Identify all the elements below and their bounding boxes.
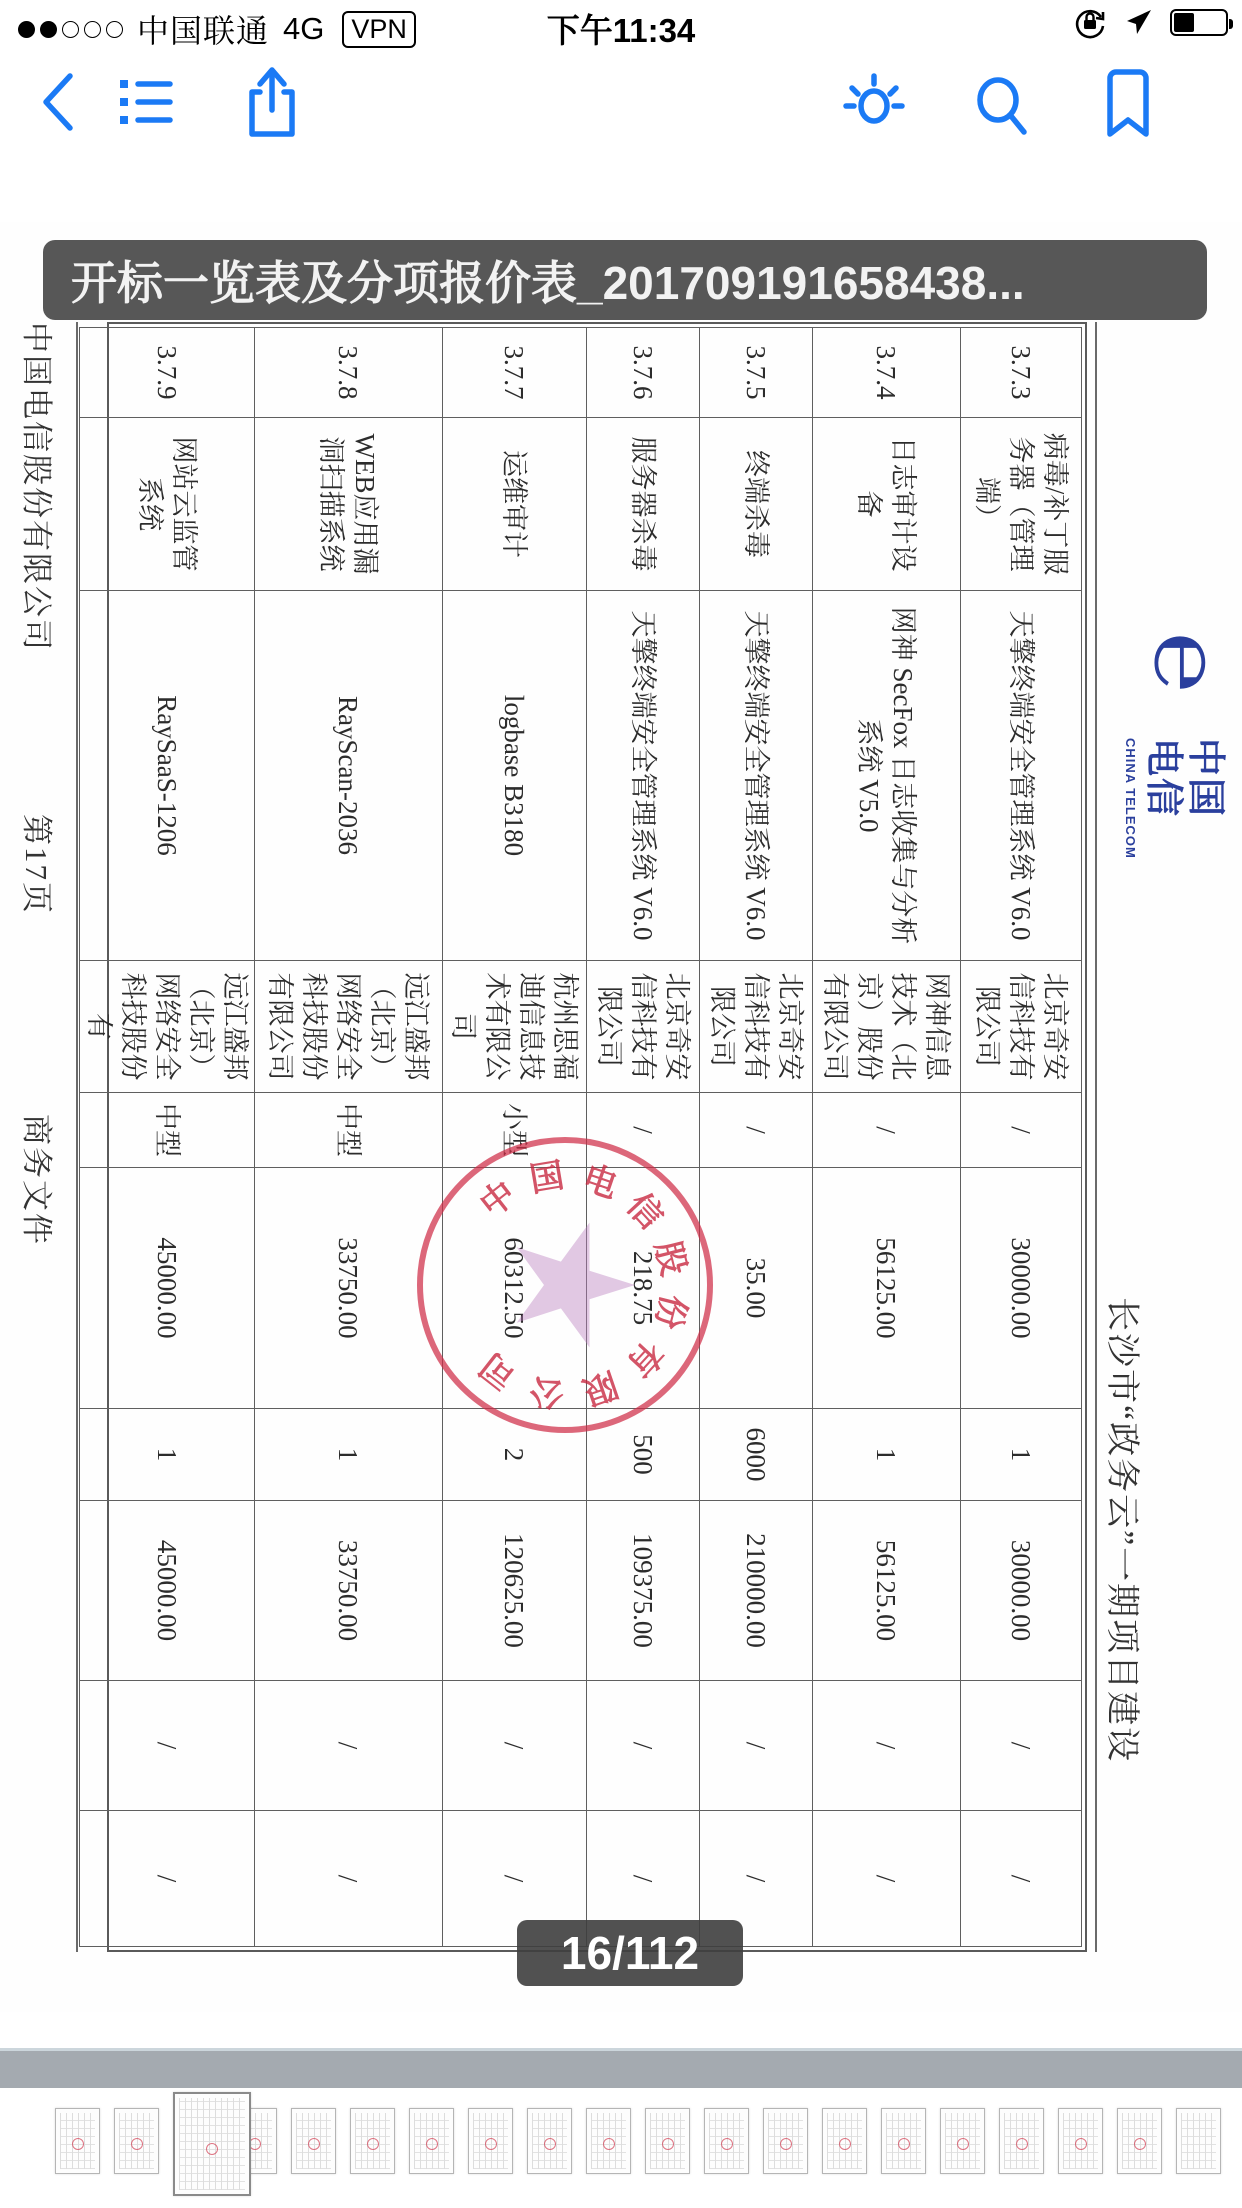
header-rule [1095,322,1097,1952]
table-cell: / [587,1811,700,1947]
table-cell: 3.7.5 [700,328,813,418]
table-cell: 45000.00 [80,1168,255,1409]
network-type-label: 4G [283,11,325,46]
logo-cn-label: 中国电信 [1142,738,1226,819]
rotated-page-content [0,222,1242,2012]
seal-ring-char: 中 [473,1174,524,1225]
thumbnail-stamp-mark [308,2138,320,2150]
thumbnail-stamp-mark [603,2138,615,2150]
table-cell: 远江盛邦（北京）网络安全科技股份有 [80,961,255,1093]
thumbnail-stamp-mark [426,2138,438,2150]
thumbnail-page[interactable] [1117,2108,1162,2174]
table-cell: WEB应用漏洞扫描系统 [255,418,443,591]
page-indicator-badge [517,1920,743,1986]
table-cell: 1 [961,1409,1082,1501]
thumbnail-page[interactable] [409,2108,454,2174]
document-title: 开标一览表及分项报价表_201709191658438... [71,257,1025,309]
logo-en-label: CHINA TELECOM [1123,738,1138,859]
thumbnail-page[interactable] [645,2108,690,2174]
bottom-divider [0,2048,1242,2088]
bid-table [84,322,1087,1952]
thumbnail-stamp-mark [1075,2138,1087,2150]
table-cell: 北京奇安信科技有限公司 [587,961,700,1093]
brightness-button[interactable] [842,64,906,140]
table-cell: 3.7.7 [443,328,587,418]
table-cell: 北京奇安信科技有限公司 [700,961,813,1093]
table-cell: 服务器杀毒 [587,418,700,591]
table-row [443,328,587,1947]
thumbnail-page[interactable] [55,2108,100,2174]
thumbnail-stamp-mark [72,2138,84,2150]
table-cell: 3.7.4 [813,328,961,418]
table-cell: 3.7.9 [80,328,255,418]
clock-label: 下午11:34 [546,12,696,49]
thumbnail-stamp-mark [485,2138,497,2150]
thumbnail-stamp-mark [131,2138,143,2150]
thumbnail-stamp-mark [1134,2138,1146,2150]
thumbnail-table-preview [1181,2113,1216,2169]
table-cell: 中型 [255,1093,443,1168]
table-cell: 天擎终端安全管理系统 V6.0 [587,591,700,961]
table-cell: / [961,1681,1082,1811]
table-cell: 109375.00 [587,1501,700,1681]
thumbnail-stamp-mark [1016,2138,1028,2150]
table-cell: 120625.00 [443,1501,587,1681]
table-cell: 病毒/补丁服务器（管理端） [961,418,1082,591]
seal-ring-char: 有 [619,1333,670,1384]
table-cell: / [80,1681,255,1811]
table-cell: 56125.00 [813,1168,961,1409]
thumbnail-page[interactable] [999,2108,1044,2174]
table-cell: 网神 SecFox 日志收集与分析系统 V5.0 [813,591,961,961]
table-cell: 1 [813,1409,961,1501]
footer-doc-type: 商务文件 [19,1114,54,1246]
table-cell: 1 [255,1409,443,1501]
thumbnail-stamp-mark [780,2138,792,2150]
page-indicator-label: 16/112 [560,1927,700,1979]
table-cell: / [255,1811,443,1947]
table-cell: RaySaaS-1206 [80,591,255,961]
thumbnail-stamp-mark [957,2138,969,2150]
table-cell: / [961,1811,1082,1947]
thumbnail-page[interactable] [1058,2108,1103,2174]
table-cell: 2 [443,1409,587,1501]
search-button[interactable] [968,64,1032,140]
toolbar [0,56,1242,148]
table-cell: 中型 [80,1093,255,1168]
table-cell: 网站云监管系统 [80,418,255,591]
thumbnail-page[interactable] [822,2108,867,2174]
thumbnail-current-page[interactable] [173,2092,251,2196]
footer-page-number: 第17页 [19,814,54,915]
table-cell: 小型 [443,1093,587,1168]
table-cell: 35.00 [700,1168,813,1409]
thumbnail-page[interactable] [940,2108,985,2174]
thumbnail-page[interactable] [763,2108,808,2174]
thumbnail-page[interactable] [350,2108,395,2174]
seal-ring-char: 股 [647,1237,692,1280]
table-cell: 60312.50 [443,1168,587,1409]
footer-company: 中国电信股份有限公司 [19,322,54,652]
back-button[interactable] [28,64,92,140]
vpn-badge: VPN [342,11,416,48]
seal-ring-char: 份 [647,1290,692,1333]
page-thumbnail-strip[interactable] [0,2088,1242,2208]
thumbnail-stamp-mark [898,2138,910,2150]
share-button[interactable] [240,64,304,140]
location-icon [1124,7,1154,37]
table-cell: 500 [587,1409,700,1501]
table-cell: 210000.00 [700,1501,813,1681]
bookmark-button[interactable] [1096,64,1160,140]
footer-rule [76,322,78,1952]
table-cell: 日志审计设备 [813,418,961,591]
thumbnail-page[interactable] [704,2108,749,2174]
table-cell: 远江盛邦（北京）网络安全科技股份有限公司 [255,961,443,1093]
table-cell: 30000.00 [961,1501,1082,1681]
table-cell: 3.7.6 [587,328,700,418]
table-cell: / [961,1093,1082,1168]
table-cell: 1 [80,1409,255,1501]
table-cell: 56125.00 [813,1501,961,1681]
table-cell: 北京奇安信科技有限公司 [961,961,1082,1093]
thumbnail-stamp-mark [721,2138,733,2150]
thumbnail-page[interactable] [527,2108,572,2174]
table-cell: / [700,1811,813,1947]
battery-icon [1170,9,1228,36]
thumbnail-stamp-mark [662,2138,674,2150]
table-row [80,328,255,1947]
table-cell: 终端杀毒 [700,418,813,591]
table-cell: / [443,1681,587,1811]
thumbnail-page[interactable] [114,2108,159,2174]
rotation-lock-icon [1072,4,1108,40]
table-cell: 33750.00 [255,1501,443,1681]
table-row [961,328,1082,1947]
thumbnail-page[interactable] [881,2108,926,2174]
table-cell: 30000.00 [961,1168,1082,1409]
table-row [813,328,961,1947]
table-cell: / [587,1681,700,1811]
seal-ring-char: 限 [577,1364,623,1411]
outline-list-button[interactable] [112,64,176,140]
seal-ring-char: 信 [619,1186,670,1237]
table-cell: 218.75 [587,1168,700,1409]
table-cell: RayScan-2036 [255,591,443,961]
thumbnail-page[interactable] [468,2108,513,2174]
project-title: 长沙市“政务云”一期项目建设 [1103,1297,1140,1764]
table-cell: 天擎终端安全管理系统 V6.0 [700,591,813,961]
table-cell: 45000.00 [80,1501,255,1681]
table-cell: / [700,1093,813,1168]
table-row [700,328,813,1947]
table-cell: 运维审计 [443,418,587,591]
thumbnail-page[interactable] [1176,2108,1221,2174]
table-cell: 6000 [700,1409,813,1501]
seal-ring-char: 公 [527,1370,567,1413]
thumbnail-stamp-mark [839,2138,851,2150]
document-page[interactable] [0,222,1242,2012]
table-cell: 天擎终端安全管理系统 V6.0 [961,591,1082,961]
thumbnail-stamp-mark [206,2143,218,2155]
table-cell: / [813,1093,961,1168]
seal-ring-char: 电 [577,1159,623,1206]
china-telecom-logo [1104,632,1242,859]
thumbnail-page[interactable] [291,2108,336,2174]
table-cell: / [587,1093,700,1168]
table-cell: logbase B3180 [443,591,587,961]
thumbnail-page[interactable] [586,2108,631,2174]
table-cell: / [813,1811,961,1947]
seal-ring-char: 司 [473,1345,524,1396]
table-row [587,328,700,1947]
table-cell: 3.7.3 [961,328,1082,418]
table-cell: / [443,1811,587,1947]
thumbnail-stamp-mark [544,2138,556,2150]
table-cell: 网神信息技术（北京）股份有限公司 [813,961,961,1093]
table-row [255,328,443,1947]
table-cell: 杭州思福迪信息技术有限公司 [443,961,587,1093]
table-cell: 3.7.8 [255,328,443,418]
table-cell: / [80,1811,255,1947]
telecom-swirl-icon: ℮︎ [1134,632,1242,693]
thumbnail-stamp-mark [367,2138,379,2150]
document-title-bar [43,240,1207,320]
table-cell: 33750.00 [255,1168,443,1409]
table-cell: / [813,1681,961,1811]
seal-ring-char: 国 [527,1157,567,1200]
carrier-label: 中国联通 [137,13,270,49]
status-bar [0,0,1242,49]
table-cell: / [700,1681,813,1811]
table-cell: / [255,1681,443,1811]
